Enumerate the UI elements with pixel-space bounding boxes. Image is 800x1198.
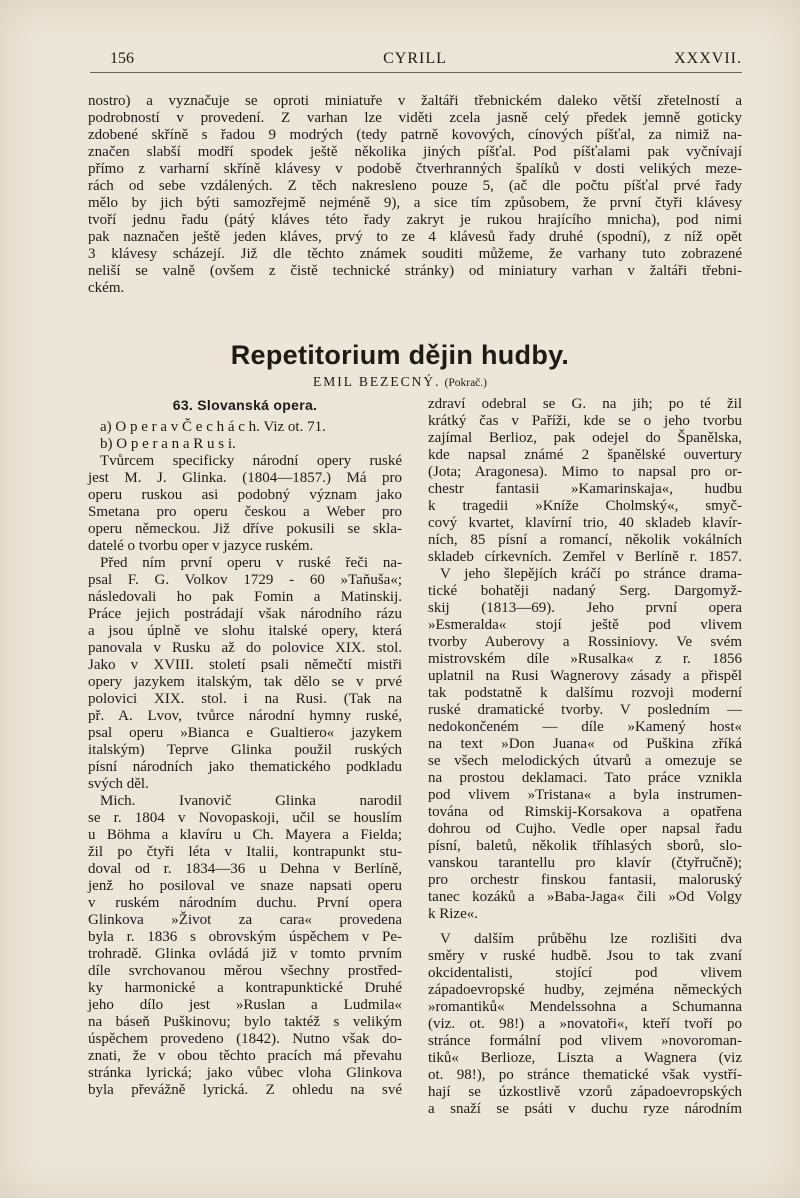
text-line: jenž ho posiloval ve snaze napsati operu [88,878,402,894]
paragraph [88,793,402,1099]
text-line: okcidentalisti, stojící pod vlivem [428,965,742,981]
text-line: díle svrchovanou měrou všechny prostřed- [88,963,402,979]
text-line: tována od Rimskij-Korsakova a opatřena [428,804,742,820]
text-line: západoevropské hudby, zejména německých [428,982,742,998]
paragraph [88,93,742,297]
text-line: V jeho šlepějích kráčí po stránce drama- [440,566,742,582]
text-line: trohradě. Glinka ovládá již v tomto prvním [88,946,402,962]
text-line: stránka lyrická; jako vůbec vloha Glinkova [88,1065,402,1081]
text-line: tické bohatěji nadaný Serg. Dargomyž- [428,583,742,599]
text-line: k Rize«. [428,906,478,922]
text-line: byla převážně lyrická. Z ohledu na své [88,1082,402,1098]
text-line: na prostou deklamaci. Tato práce vznikla [428,770,742,786]
author-name: EMIL BEZECNÝ. [313,374,441,389]
text-line: nedokončeném — díle »Kamený host« [428,719,742,735]
text-line: Před ním první operu v ruské řeči na- [100,555,402,571]
text-line: Práce jejich postrádají však národního rázu [88,606,402,622]
text-line: znati, že v obou těchto pracích má převahu [88,1048,402,1064]
text-line: ky harmonické a kontrapunktické Druhé [88,980,402,996]
journal-title: CYRILL [383,50,447,67]
paragraph [428,931,742,1118]
text-line: zdobené skříně s řadou 9 modrých (tedy patrně kovových, cínových píšťal, za nimiž na- [88,127,742,143]
text-line: (viz. ot. 98!) a »novatoři«, kteří tvoří po [428,1016,742,1032]
text-line: zdraví odebral se G. na jih; po té žil [428,396,742,412]
text-line: stránce formální pod vlivem »novoroman- [428,1033,742,1049]
text-line: a jsou úplně ve slohu italské opery, která [88,623,402,639]
text-line: hají se úzkostlivě vzorů západoevropských [428,1084,742,1100]
text-line: ot. 98!), po stránce thematické však vystří- [428,1067,742,1083]
text-line: Glinkova »Život za cara« provedena [88,912,402,928]
text-line: (Jota; Aragonesa). Mimo to napsal pro or- [428,464,742,480]
paragraph [428,566,742,923]
text-line: Mich. Ivanovič Glinka narodil [100,793,402,809]
article-byline [0,374,800,390]
text-line: Smetana pro operu českou a Weber pro [88,504,402,520]
text-line: na báseň Puškinovu; bylo taktéž s velikým [88,1014,402,1030]
text-line: se všech melodických útvarů a omezuje se [428,753,742,769]
text-line: cový kvartet, klavírní trio, 40 skladeb klavír- [428,515,742,531]
text-line: svých děl. [88,776,149,792]
left-column [88,419,402,1099]
text-line: nostro) a vyznačuje se oproti miniatuře v žaltáři třebnickém daleko větší zřetelností a [88,93,742,109]
text-line: kde napsal známé 2 španělské ouvertury [428,447,742,463]
text-line: »Esmeralda« stojí ještě pod vlivem [428,617,742,633]
running-header [88,50,742,72]
text-line: psal operu »Bianca e Gualtiero« jazykem [88,725,402,741]
right-column [428,396,742,1118]
text-line: tvoří jednu řadu (pátý kláves této řady zakryt je rukou hrajícího mnicha), pod nimi [88,212,742,228]
text-line: značen slabší modří spodek ještě několika jiných píšťal. Pod píšťalami pak vyčnívají [88,144,742,160]
text-line: Jako v XVIII. století psali němečtí mistři [88,657,402,673]
text-line: na text »Don Juana« od Puškina zříká [428,736,742,752]
text-line: doval od r. 1834—36 u Dehna v Berlíně, [88,861,402,877]
text-line: mělo by jich býti samozřejmě nejméně 9), a sice tím způsobem, že první čtyři klávesy [88,195,742,211]
text-line: neliší se valně (ovšem z čistě technické stránky) od miniatury varhan v žaltáři třebni- [88,263,742,279]
paragraph [428,396,742,566]
text-line: žil po čtyři léta v Italii, kontrapunkt stu- [88,844,402,860]
text-line: k tragedii »Kníže Cholmský«, smyč- [428,498,742,514]
text-line: 3 klávesy scházejí. Již dle těchto známek souditi můžeme, že varhany tuto zobrazené [88,246,742,262]
text-line: operu německou. Již dříve pokusili se skla- [88,521,402,537]
intro-text [88,93,742,297]
text-line: zajímal Berlioz, pak odejel do Španělska, [428,430,742,446]
paragraph [88,436,402,453]
text-line: ckém. [88,280,125,296]
text-line: ruské dramatické tvorby. V posledním — [428,702,742,718]
text-line: skij (1813—69). Jeho první opera [428,600,742,616]
text-line: operu ruskou asi podobný význam jako [88,487,402,503]
paragraph-gap [428,923,742,931]
section-heading: 63. Slovanská opera. [172,397,318,413]
text-line: rách od sebe vzdálených. Z těch nakresleno pouze 5, (ač dle počtu píšťal prvé řady [88,178,742,194]
text-line: a) O p e r a v Č e c h á c h. Viz ot. 71. [100,419,326,435]
text-line: pod vlivem »Tristana« a byla instrumen- [428,787,742,803]
text-line: Tvůrcem specificky národní opery ruské [100,453,402,469]
paragraph [88,555,402,793]
text-line: pro orchestr finskou fantasii, maloruský [428,872,742,888]
text-line: přímo z varharní skříně klávesy v podobě čtverhranných špalíků v dosti velikých meze- [88,161,742,177]
text-line: uplatnil na Rusi Wagnerovy zásady a přispěl [428,668,742,684]
text-line: tanec kozáků a »Baba-Jaga« čili »Od Volgy [428,889,742,905]
paragraph [88,453,402,555]
header-rule [90,72,742,73]
text-line: písní, baletů, několik tříhlasých sborů, slo- [428,838,742,854]
text-line: mistrovském díle »Rusalka« z r. 1856 [428,651,742,667]
text-line: krátký čas v Paříži, kde se o jeho tvorbu [428,413,742,429]
text-line: byla r. 1836 s obrovským úspěchem v Pe- [88,929,402,945]
text-line: ních, 85 písní a romancí, několik vokálních [428,532,742,548]
text-line: úspěchem provedeno (1842). Nutno však do- [88,1031,402,1047]
article-title: Repetitorium dějin hudby. [230,340,570,370]
text-line: dohrou od Cujho. Vedle oper napsal řadu [428,821,742,837]
text-line: se r. 1804 v Novopaskoji, učil se houslím [88,810,402,826]
paragraph [88,419,402,436]
page-number: 156 [110,50,134,67]
text-line: psal F. G. Volkov 1729 - 60 »Taňuša«; [88,572,402,588]
text-line: směry v ruské hudbě. Jsou to tak zvaní [428,948,742,964]
text-line: jest M. J. Glinka. (1804—1857.) Má pro [88,470,402,486]
text-line: polovici XIX. stol. i na Rusi. (Tak na [88,691,402,707]
text-line: pak naznačen ještě jeden kláves, prvý to ze 4 klávesů řady druhé (spodní), z níž opět [88,229,742,245]
text-line: a snaží se psáti v duchu ryze národním [428,1101,742,1117]
text-line: u Böhma a klavíru u Ch. Mayera a Fielda; [88,827,402,843]
text-line: tiků« Berlioze, Liszta a Wagnera (viz [428,1050,742,1066]
text-line: italským) Teprve Glinka použil ruských [88,742,402,758]
text-line: b) O p e r a n a R u s i. [100,436,236,452]
text-line: v ruském národním duchu. První opera [88,895,402,911]
text-line: panovala v Rusku až do polovice XIX. stol. [88,640,402,656]
text-line: vanskou tarantellu pro klavír (čtyřručně); [428,855,742,871]
text-line: podrobností v provedení. Z varhan lze viděti zcela jasně celý předek jemně goticky [88,110,742,126]
text-line: chestr fantasii »Kamarinskaja«, hudbu [428,481,742,497]
text-line: »romantiků« Mendelssohna a Schumanna [428,999,742,1015]
text-line: písní národních jako thematického podkladu [88,759,402,775]
text-line: následovali ho pak Fomin a Matinskij. [88,589,402,605]
text-line: jeho dílo jest »Ruslan a Ludmila« [88,997,402,1013]
text-line: opery jazykem italským, tak dělo se v prvé [88,674,402,690]
volume-number: XXXVII. [674,50,742,67]
text-line: datelé o tvorbu oper v jazyce ruském. [88,538,314,554]
text-line: V dalším průběhu lze rozlišiti dva [440,931,742,947]
text-line: tak podstatně k dalšímu rozvoji moderní [428,685,742,701]
text-line: skladeb církevních. Zemřel v Berlíně r. 1857. [428,549,742,565]
text-line: tvorby Auberovy a Rossiniovy. Ve svém [428,634,742,650]
text-line: př. A. Lvov, tvůrce národní hymny ruské, [88,708,402,724]
continuation-note: (Pokrač.) [444,377,487,389]
